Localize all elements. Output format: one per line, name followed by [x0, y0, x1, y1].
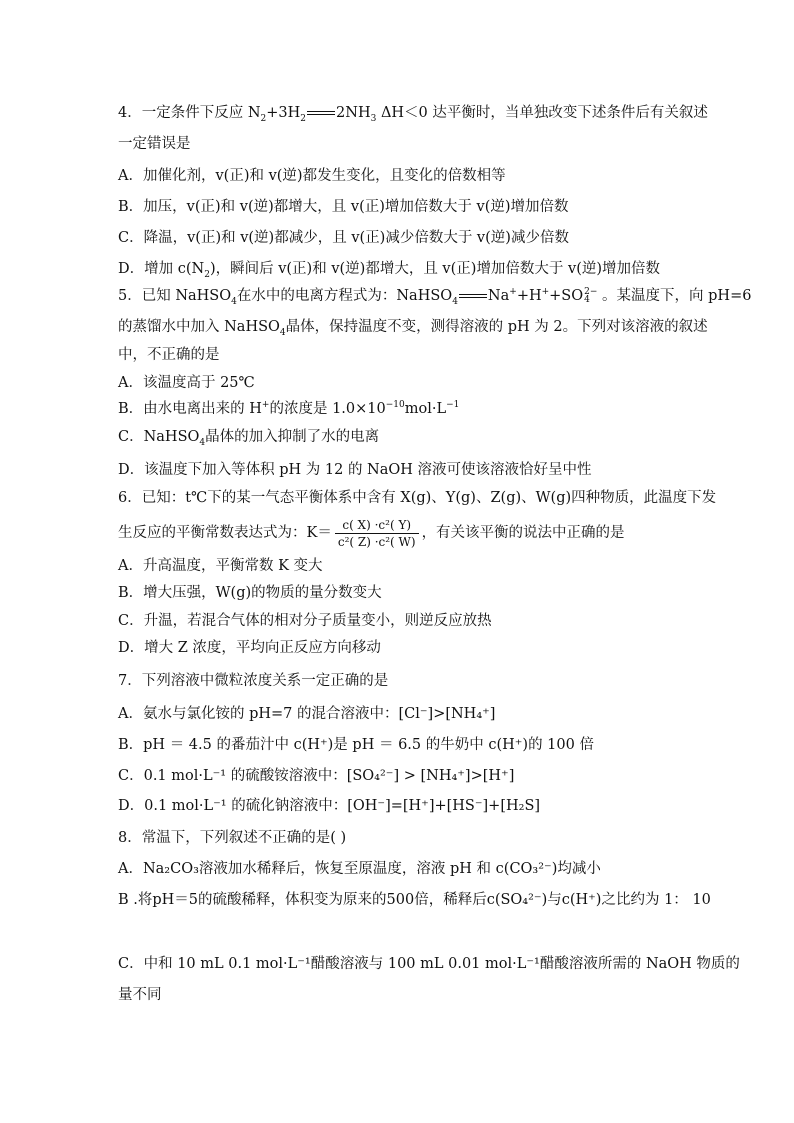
q6-stem-line2: 生反应的平衡常数表达式为：K＝ $\frac{\text{c( X) ·c²( Y)}}{\text{c²( Z) ·c²( W)}}$ ，有关该平衡的说法中正确的是: [118, 517, 625, 549]
q4-stem-line1: 4．一定条件下反应 $N_2+3H_2$ $2NH_3$ ΔH＜0 达平衡时，当单独改变下述条件后有关叙述: [118, 105, 708, 124]
q7-option-c: C．0.1 mol·L⁻¹ 的硫酸铵溶液中：[SO₄²⁻] > [NH₄⁺]>[H⁺]: [118, 768, 515, 784]
q4-stem-line2: 一定错误是: [118, 136, 191, 152]
q6-option-a: A．升高温度，平衡常数 K 变大: [118, 558, 323, 574]
q8-option-b: B .将pH＝5的硫酸稀释，体积变为原来的500倍，稀释后c(SO₄²⁻)与c(H⁺)之比约为 1： 10: [118, 892, 711, 908]
q8-stem: 8．常温下，下列叙述不正确的是( ): [118, 830, 347, 846]
q7-option-d: D．0.1 mol·L⁻¹ 的硫化钠溶液中：[OH⁻]=[H⁺]+[HS⁻]+[H₂S]: [118, 798, 541, 814]
q4-option-d: D．增加 $c(N_2)$，瞬间后 v(正)和 v(逆)都增大，且 v(正)增加倍数大于 v(逆)增加倍数: [118, 261, 661, 280]
q6-option-b: B．增大压强，W(g)的物质的量分数变大: [118, 585, 382, 601]
equals-sign: [459, 293, 487, 299]
q7-stem: 7．下列溶液中微粒浓度关系一定正确的是: [118, 673, 389, 689]
q5-option-a: A．该温度高于 25℃: [118, 375, 255, 391]
q5-stem-line1: 5．已知 NaHSO$_4$在水中的电离方程式为：NaHSO$_4$ Na++H++SO 2− 4 。某温度下，向 pH=6: [118, 287, 752, 307]
q4-option-c: C．降温，v(正)和 v(逆)都减少，且 v(正)减少倍数大于 v(逆)减少倍数: [118, 230, 569, 246]
q8-option-c-line2: 量不同: [118, 987, 162, 1003]
q5-stem-line2: 的蒸馏水中加入 NaHSO$_4$晶体，保持温度不变，测得溶液的 pH 为 2。下列对该溶液的叙述: [118, 319, 708, 338]
q8-option-a: A．Na₂CO₃溶液加水稀释后，恢复至原温度，溶液 pH 和 c(CO₃²⁻)均减小: [118, 861, 601, 877]
q7-option-a: A．氨水与氯化铵的 pH=7 的混合溶液中：[Cl⁻]>[NH₄⁺]: [118, 706, 496, 722]
q7-option-b: B．pH ＝ 4.5 的番茄汁中 c(H⁺)是 pH ＝ 6.5 的牛奶中 c(H⁺)的 100 倍: [118, 737, 594, 753]
q6-stem-line1: 6．已知：t℃下的某一气态平衡体系中含有 X(g)、Y(g)、Z(g)、W(g)四种物质，此温度下发: [118, 490, 717, 506]
q5-stem-line3: 中，不正确的是: [118, 347, 220, 363]
q4-option-a: A．加催化剂，v(正)和 v(逆)都发生变化，且变化的倍数相等: [118, 168, 506, 184]
q6-option-c: C．升温，若混合气体的相对分子质量变小，则逆反应放热: [118, 613, 492, 629]
equilibrium-constant-fraction: $\frac{\text{c( X) ·c²( Y)}}{\text{c²( Z) ·c²( W)}}$: [335, 518, 419, 549]
q8-option-c-line1: C．中和 10 mL 0.1 mol·L⁻¹醋酸溶液与 100 mL 0.01 mol·L⁻¹醋酸溶液所需的 NaOH 物质的: [118, 956, 740, 972]
q5-option-d: D．该温度下加入等体积 pH 为 12 的 NaOH 溶液可使该溶液恰好呈中性: [118, 462, 592, 478]
q5-option-c: C．NaHSO$_4$晶体的加入抑制了水的电离: [118, 429, 380, 448]
equilibrium-sign: [307, 110, 335, 116]
q6-option-d: D．增大 Z 浓度，平均向正反应方向移动: [118, 640, 381, 656]
q4-option-b: B．加压，v(正)和 v(逆)都增大，且 v(正)增加倍数大于 v(逆)增加倍数: [118, 199, 569, 215]
q5-option-b: B．由水电离出来的 H+的浓度是 $1.0\times 10^{-10}mol\cdot L^{-1}$: [118, 400, 460, 417]
